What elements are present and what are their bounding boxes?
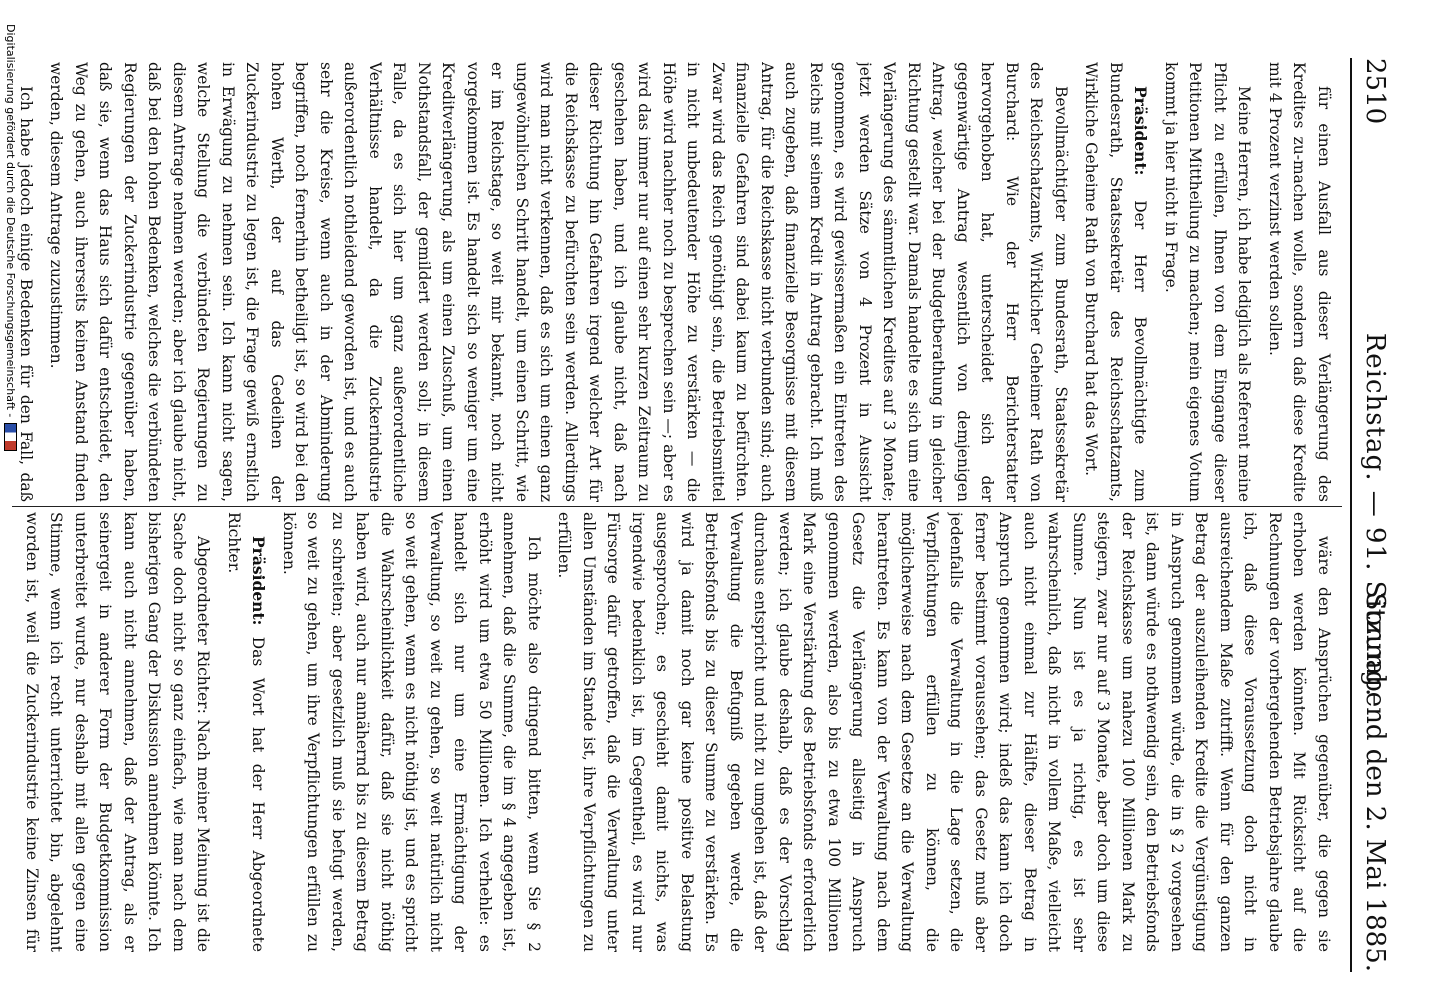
digitization-credit (4, 24, 17, 1000)
paragraph (552, 512, 1336, 952)
paragraph-text: für einen Ausfall aus dieser Verlängerung des Kredites zu-machen wolle, sondern daß diese Kredite mit 4 Prozent verzinst werden sollen. (1266, 62, 1333, 502)
speaker-label: Präsident: (1131, 86, 1151, 176)
right-column (16, 512, 1336, 952)
paragraph (1263, 62, 1337, 502)
credit-text: Digitalisierung gefördert durch die Deutsche Forschungsgemeinschaft - (4, 24, 17, 418)
paragraph (44, 62, 1073, 502)
column-divider (12, 506, 1342, 507)
paragraph (16, 512, 216, 952)
left-column (16, 62, 1336, 502)
paragraph (1079, 62, 1153, 502)
running-head: Reichstag. — 91. Sitzung. (1360, 332, 1390, 698)
paragraph-text: Bevollmächtigter zum Bundesrath, Staatssekretär des Reichsschatzamts, Wirklicher Geheimer Rath von Burchard: Wie der Herr Berichterstatter hervorgehoben hat, unterscheidet sich der gegenwärtige Antrag wesentlich von demjenigen Antrag, welcher bei der Budgetberathung in gleicher Richtung gestellt war. Damals handelte es sich um eine Verlängerung des sämmtlichen Kredites auf 3 Monate; jetzt werden Sätze von 4 Prozent in Aussicht genommen, es wird gewissermaßen ein Eintreten des Reichs mit seinem Kredit in Antrag gebracht. Ich muß auch zugeben, daß finanzielle Besorgnisse mit diesem Antrag, für die Reichskasse nicht verbunden sind; auch finanzielle Gefahren sind dabei kaum zu befürchten. Zwar wird das Reich genöthigt sein, die Betriebsmittel in nicht unbedeutender Höhe zu verstärken — die Höhe wird nachher noch zu besprechen sein —; aber es wird das immer nur auf einen sehr kurzen Zeitraum zu geschehen haben, und ich glaube nicht, daß nach dieser Richtung hin Gefahren irgend welcher Art für die Reichskasse zu befürchten sein werden. Allerdings wird man nicht verkennen, daß es sich um einen ganz ungewöhnlichen Schritt handelt, um einen Schritt, wie er im Reichstage, so weit mir bekannt, noch nicht vorgekommen ist. Es handelt sich so weniger um eine Kreditverlängerung, als um einen Zuschuß, um einen Nothstandsfall, der gemildert werden soll; in diesem Falle, da es sich hier um ganz außerordentliche Verhältnisse handelt, da die Zuckerindustrie außerordentlich nothleidend geworden ist, und es auch sehr die Kreise, wenn auch in der Abminderung begriffen, noch fernerhin betheiligt ist, so wird bei den hohen Werth, der auf das Gedeihen der Zuckerindustrie zu legen ist, die Frage gewiß ernstlich in Erwägung zu nehmen sein. Ich kann nicht sagen, welche Stellung die verbündeten Regierungen zu diesem Antrage nehmen werden; aber ich glaube nicht, daß bei den hohen Bedenken, welches die verbündeten Regierungen der Zuckerindustrie gegenüber haben, daß sie, wenn das Haus sich dafür entscheidet, den Weg zu gehen, auch ihrerseits keinen Anstand finden werden, diesem Antrage zuzustimmen. (47, 62, 1070, 502)
paragraph-text: Ich möchte also dringend bitten, wenn Sie § 2 annehmen, daß die Summe, die im § 4 angegeben ist, erhöht wird um etwa 50 Millionen. Ich verhehle: es handelt sich nur um eine Ermächtigung der Verwaltung, so weit zu gehen, so weit natürlich nicht so weit gehen, wenn es nicht nöthig ist, und es spricht die Wahrscheinlichkeit dafür, daß sie nicht nöthig haben wird, auch nur annähernd bis zu diesem Betrag zu schreiten; aber gesetzlich muß sie befugt werden, so weit zu gehen, um ihre Verpflichtungen erfüllen zu können. (280, 512, 543, 952)
paragraph (222, 512, 271, 952)
session-date: Sonnabend den 2. Mai 1885. (1360, 592, 1390, 972)
dfg-logo-icon (4, 423, 17, 451)
paragraph-text: Abgeordneter Richter: Nach meiner Meinung ist die Sache doch nicht so ganz einfach, wie man nach dem bisherigen Gang der Diskussion annehmen könnte. Ich kann auch nicht annehmen, daß der Antrag, als er seinergeit in anderer Form der Budgetkommission unterbreitet wurde, nur deshalb mit allen gegen eine Stimme, wenn ich recht unterrichtet bin, abgelehnt worden ist, weil die Zuckerindustrie keine Zinsen für (23, 512, 213, 952)
paragraph-text: Das Wort hat der Herr Abgeordnete Richter. (225, 512, 268, 952)
paragraph-text: Ich habe jedoch einige Bedenken für den Fall, daß (17, 86, 35, 502)
paragraph (16, 62, 38, 502)
speaker-label: Präsident: (249, 536, 269, 626)
page-number: 2510 (1360, 58, 1390, 125)
paragraph-text: Meine Herren, ich habe lediglich als Referent meine Pflicht zu erfüllen, Ihnen von dem Eingange dieser Petitionen Mittheilung zu machen; mein eigenes Votum kommt ja hier nicht in Frage. (1162, 62, 1254, 502)
paragraph (1159, 62, 1257, 502)
page-header (1350, 58, 1392, 972)
paragraph (277, 512, 547, 952)
paragraph-text: wäre den Ansprüchen gegenüber, die gegen sie erhoben werden könnten. Mit Rücksicht auf die Rechnungen der vorhergehenden Betriebsjahre glaube ich, daß diese Voraussetzung doch nicht in ausreichendem Maße zutrifft. Wenn für den ganzen Betrag der auszuleihenden Kredite die Vergünstigung in Anspruch genommen würde, die in § 2 vorgesehen ist, dann würde es nothwendig sein, den Betriebsfonds der Reichskasse um nahezu 100 Millionen Mark zu steigern, zwar nur auf 3 Monate, aber doch um diese Summe. Nun ist es ja richtig, es ist sehr wahrscheinlich, daß nicht in vollem Maße, vielleicht auch nicht einmal zur Hälfte, dieser Betrag in Anspruch genommen wird; indeß das kann ich doch ferner bestimmt voraussehen; das Gesetz muß aber jedenfalls die Verwaltung in die Lage setzen, die Verpflichtungen erfüllen zu können, die möglicherweise nach dem Gesetze an die Verwaltung herantreten. Es kann von der Verwaltung nach dem Gesetz die Verlängerung allseitig in Anspruch genommen werden, also bis zu etwa 100 Millionen Mark eine Verstärkung des Betriebsfonds erforderlich werden; ich glaube deshalb, daß es der Vorschlag durchaus entspricht und nicht zu umgehen ist, daß der Verwaltung die Befugniß gegeben werde, die Betriebsfonds bis zu dieser Summe zu verstärken. Es wird ja damit noch gar keine positive Belastung ausgesprochen; es geschieht damit nichts, was irgendwie bedenklich ist, im Gegentheil, es wird nur Fürsorge dafür getroffen, daß die Verwaltung unter allen Umständen im Stande ist, ihre Verpflichtungen zu erfüllen. (555, 512, 1333, 952)
paragraph-text: Der Herr Bevollmächtigte zum Bundesrath, Staatssekretär des Reichsschatzamts, Wirkliche Geheime Rath von Burchard hat das Wort. (1082, 62, 1150, 502)
